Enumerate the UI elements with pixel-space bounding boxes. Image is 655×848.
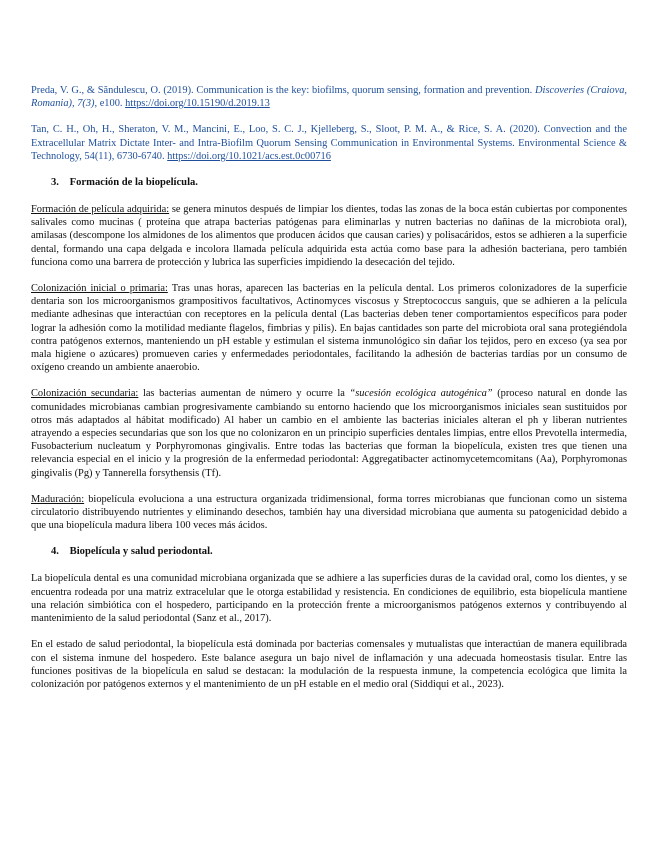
term-label: Formación de película adquirida: [31, 204, 170, 216]
paragraph-maduracion [31, 493, 627, 533]
paragraph-colonizacion-secundaria [31, 387, 627, 479]
reference-text: Tan, C. H., Oh, H., Sheraton, V. M., Mancini, E., Loo, S. C. J., Kjelleberg, S., Sloot, P. M. A., & Rice, S. A. (2020). Convection and the Extracellular Matrix Dictate Inter- and Intra-Biofilm Quorum Sensing Communication in Environmental Systems. Environmental Science & Technology, 54(11), 6730-6740. [31, 124, 627, 162]
reference-tan [31, 123, 627, 163]
paragraph-text: Tras unas horas, aparecen las bacterias en la película dental. Los primeros colonizadores de la superficie dentaria son los microorganismos grampositivos facultativos, Actinomyces viscosus y Streptococcus sanguis, que se adhieren a la película mediante adhesinas que interactúan con receptores en la película dental (Las bacterias deben tener comportamientos específicos para poder lograr la adhesión como la motilidad mediante flagelos, fimbrias y pilis). En bajas cantidades son parte del microbiota oral sana protegiéndola contra patógenos externos, manteniendo un pH estable y estimulan el sistema inmunológico sin dañar los tejidos, pero en exceso (ya sea por mala higiene o azúcares) promueven caries y enfermedades periodontales, facilitando la adhesión de bacterias tardías por un consumo de oxígeno creando un ambiente anaerobio. [31, 283, 627, 374]
section-heading-3 [51, 176, 627, 189]
italic-phrase: “sucesión ecológica autogénica” [349, 388, 493, 400]
section-number: 4. [51, 546, 59, 558]
section-heading-4 [51, 545, 627, 558]
paragraph-text: (proceso natural en donde las comunidades microbianas cambian progresivamente cambiando su entorno haciendo que los microorganismos iniciales sean sustituidos por otros más adaptados al hábitat modificado) Al haber un cambio en el ambiente las bacterias iniciales alteran el ph y liberan nutrientes atrayendo a especies secundarias que son los que no colonizaron en un principio superficies dentales limpias, entre ellos Prevotella intermedia, Fusobacterium nucleatum y Porphyromonas gingivalis. Entre todas las bacterias que forman la biopelícula, existen tres que tienen una relevancia especial en el inicio y la progresión de la enfermedad periodontal: Aggregatibacter actinomycetemcomitans (Aa), Porphyromonas gingivalis (Pg) y Tannerella forsythensis (Tf). [31, 388, 627, 479]
paragraph-biopelicula-definicion: La biopelícula dental es una comunidad microbiana organizada que se adhiere a las superficies duras de la cavidad oral, como los dientes, y se encuentra rodeada por una matriz extracelular que le otorga estabilidad y resistencia. En condiciones de equilibrio, esta biopelícula mantiene una relación simbiótica con el hospedero, participando en la protección frente a microorganismos patógenos externos y contribuyendo al mantenimiento de la salud periodontal (Sanz et al., 2017). [31, 573, 627, 625]
reference-text: Preda, V. G., & Săndulescu, O. (2019). Communication is the key: biofilms, quorum sensing, formation and prevention. [31, 85, 533, 96]
doi-link[interactable]: https://doi.org/10.15190/d.2019.13 [125, 98, 270, 110]
paragraph-text: las bacterias aumentan de número y ocurre la [138, 388, 350, 400]
reference-pages: , e100. [94, 98, 123, 110]
doi-link[interactable]: https://doi.org/10.1021/acs.est.0c00716 [167, 150, 331, 162]
reference-preda: Preda, V. G., & Săndulescu, O. (2019). Communication is the key: biofilms, quorum sensing, formation and prevention. Discoveries (Craiova, Romania), 7(3), e100. https://doi.org/10.15190/d.2019.13 [31, 85, 627, 110]
paragraph-text: biopelícula evoluciona a una estructura organizada tridimensional, forma torres microbianas que funcionan como un sistema circulatorio distribuyendo nutrientes y eliminando desechos, también hay una diversidad microbiana que aumenta su patogenicidad debido a que una biopelícula madura libera 100 veces más ácidos. [31, 493, 627, 532]
term-label: Colonización secundaria: [31, 388, 139, 400]
paragraph-pelicula-adquirida [31, 203, 627, 269]
section-number: 3. [51, 177, 59, 189]
reference-volume: 7(3) [77, 98, 95, 110]
section-title: Formación de la biopelícula. [69, 177, 198, 189]
document-page [31, 84, 627, 704]
reference-journal: Discoveries (Craiova, Romania) [31, 85, 627, 110]
term-label: Colonización inicial o primaria: [31, 283, 168, 295]
term-label: Maduración: [31, 493, 85, 505]
section-title: Biopelícula y salud periodontal. [69, 546, 213, 558]
paragraph-text: se genera minutos después de limpiar los dientes, todas las zonas de la boca están cubiertas por componentes salivales como mucinas ( proteína que atrapa bacterias patógenas para eliminarlas y nutren bacterias no dañinas de la microbiota oral), amilasas (descompone los almidones de los alimentos que producen ácidos que causan caries) y polisacáridos, estos se adhieren a la superficie dental, formando una capa delgada e incolora llamada película adquirida esta actúa como base para la adhesión bacteriana, pero también funciona como una barrera de protección y lubrica las superficies impidiendo la desecación del tejido. [31, 204, 627, 268]
paragraph-colonizacion-inicial [31, 282, 627, 374]
paragraph-salud-periodontal: En el estado de salud periodontal, la biopelícula está dominada por bacterias comensales y mutualistas que interactúan de manera equilibrada con el sistema inmune del hospedero. Este balance asegura un bajo nivel de inflamación y una adecuada homeostasis tisular. Entre las funciones positivas de la biopelícula en salud se destacan: la modulación de la respuesta inmune, la competencia ecológica que limita la colonización por patógenos externos y el mantenimiento de un pH estable en el medio oral (Siddiqui et al., 2023). [31, 639, 627, 690]
